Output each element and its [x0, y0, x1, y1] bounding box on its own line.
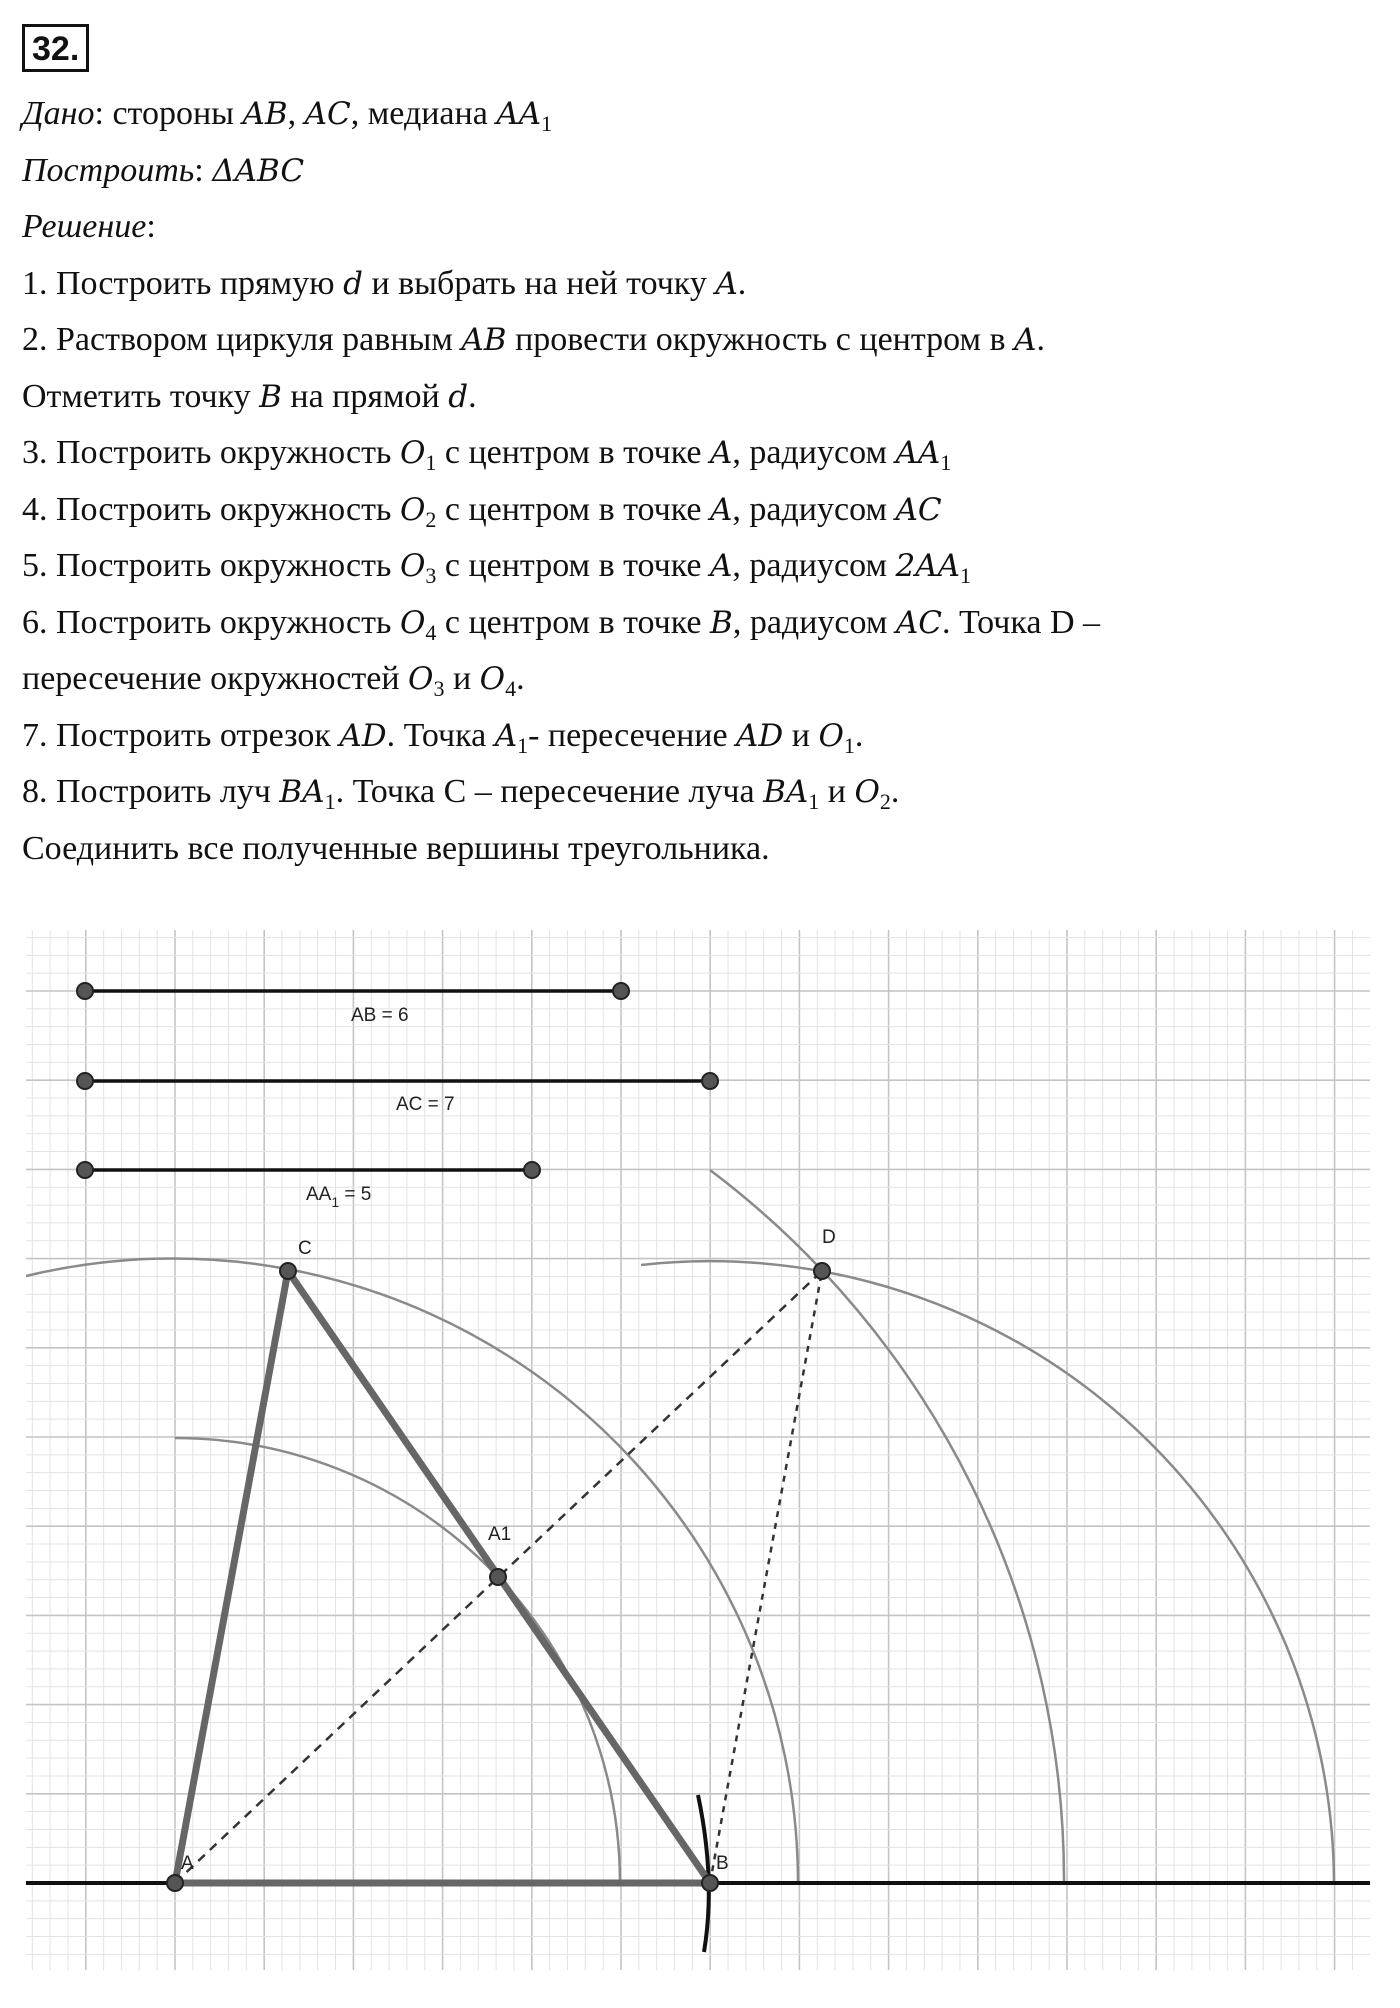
step-1-b: и выбрать на ней точку — [362, 264, 716, 302]
step-5-r-sub: 1 — [959, 563, 971, 588]
dashed-bd — [710, 1271, 822, 1883]
step-3-m2: A — [710, 435, 733, 471]
step-4-b: с центром в точке — [436, 490, 711, 528]
step-1-m2: A — [715, 265, 738, 302]
given-label: Дано — [22, 95, 95, 132]
point-d-label: D — [822, 1227, 836, 1248]
step-7-c: - пересечение — [528, 716, 737, 754]
step-8-o-sub: 2 — [879, 789, 891, 814]
step-7-a: 7. Построить отрезок — [22, 716, 340, 754]
final-step-text: Соединить все полученные вершины треугольника. — [22, 829, 770, 867]
given-text-2: , медиана — [350, 95, 497, 132]
step-6-b: с центром в точке — [436, 603, 711, 641]
segment-ac — [77, 1073, 718, 1115]
step-1-c: . — [737, 264, 747, 302]
solution-label: Решение — [22, 208, 147, 245]
step-8-m1-sub: 1 — [324, 789, 336, 814]
step-5-a: 5. Построить окружность — [22, 547, 400, 584]
step-7-o: O — [818, 717, 844, 754]
step-6b-a: пересечение окружностей — [22, 660, 409, 697]
step-2b-m1: B — [259, 378, 282, 415]
step-8-a: 8. Построить луч — [22, 773, 280, 810]
step-2-c: . — [1036, 321, 1045, 358]
step-1-m1: d — [343, 265, 363, 302]
step-7-m2: A — [494, 717, 518, 754]
segment-aa1-label: $AA_1 = 5$ — [306, 1184, 372, 1210]
point-c — [280, 1263, 296, 1279]
step-4-o-sub: 2 — [425, 506, 437, 532]
step-3-c: , радиусом — [732, 434, 896, 471]
step-7-m1: AD — [339, 717, 387, 754]
given-line: Дано: стороны AB, AC, медиана $AA_1$ — [22, 95, 553, 136]
step-3-b: с центром в точке — [436, 434, 711, 471]
given-ab: AB — [242, 96, 288, 132]
step-6b-b: и — [444, 660, 480, 697]
step-4-o: O — [399, 491, 426, 528]
step-2-b: провести окружность с центром в — [506, 321, 1015, 358]
step-8-b: . Точка С – пересечение луча — [335, 773, 764, 810]
step-1-a: 1. Построить прямую — [22, 264, 344, 302]
step-5-m2: A — [710, 548, 733, 584]
step-6-m2: B — [710, 604, 733, 641]
step-2b-b: на прямой — [281, 377, 449, 415]
point-b-label: B — [716, 1853, 729, 1874]
segment-aa1 — [77, 1162, 540, 1210]
point-b — [702, 1875, 718, 1891]
step-6b-c: . — [516, 660, 525, 697]
step-2b-a: Отметить точку — [22, 377, 260, 415]
given-aa: AA — [496, 96, 542, 132]
step-3-r-sub: 1 — [940, 450, 952, 475]
step-8-c: и — [819, 773, 855, 810]
step-5-o: O — [399, 548, 426, 584]
step-2b-m2: d — [448, 378, 469, 415]
step-8-m1: BA — [279, 774, 325, 810]
step-3-o-sub: 1 — [425, 450, 437, 475]
segment-ac-label: AC = 7 — [396, 1094, 455, 1115]
step-3-r: AA — [895, 435, 941, 471]
construct-label: Построить — [22, 151, 195, 189]
circle-o4 — [641, 1261, 1334, 1883]
step-7-o-sub: 1 — [843, 732, 855, 758]
step-6b-o2-sub: 4 — [505, 676, 517, 701]
construct-text: ΔABC — [212, 152, 305, 189]
step-3-a: 3. Построить окружность — [22, 434, 400, 471]
step-6-r: AC — [895, 604, 942, 641]
step-8-d: . — [890, 773, 900, 810]
step-8-m2-sub: 1 — [808, 789, 820, 814]
point-a1-label: A1 — [488, 1524, 512, 1545]
circle-o2 — [26, 1258, 798, 1883]
step-3-o: O — [399, 435, 426, 471]
step-7-d: и — [783, 716, 819, 754]
step-6b-o2: O — [479, 661, 506, 697]
step-6-o: O — [399, 604, 426, 641]
step-8-o: O — [854, 774, 880, 810]
problem-number: 32. — [22, 24, 89, 72]
step-7-m2-sub: 1 — [517, 732, 529, 758]
step-4-r: AC — [895, 491, 942, 528]
step-4-a: 4. Построить окружность — [22, 490, 400, 528]
step-7-e: . — [854, 716, 864, 754]
step-2-m1: AB — [461, 322, 507, 358]
point-a — [167, 1875, 183, 1891]
grid — [14, 920, 1370, 1970]
segment-ab-label: AB = 6 — [351, 1005, 409, 1026]
step-5-o-sub: 3 — [425, 563, 437, 588]
given-text-1: стороны — [112, 95, 243, 132]
given-comma: , — [287, 95, 305, 132]
step-8-m2: BA — [763, 774, 809, 810]
step-6b-o1: O — [408, 661, 434, 697]
given-aa-sub: 1 — [541, 111, 553, 136]
construct-line: Построить: ΔABC — [22, 151, 305, 189]
step-5-r: 2AA — [895, 548, 960, 584]
step-5-b: с центром в точке — [436, 547, 711, 584]
segment-ab — [77, 983, 629, 1026]
point-d — [814, 1263, 830, 1279]
point-a-label: A — [181, 1853, 194, 1874]
step-6-c: , радиусом — [732, 603, 896, 641]
step-4-c: , радиусом — [732, 490, 896, 528]
step-7-m3: AD — [736, 717, 784, 754]
point-c-label: C — [298, 1238, 312, 1259]
step-6-a: 6. Построить окружность — [22, 603, 400, 641]
step-2b-c: . — [468, 377, 477, 415]
given-ac: AC — [304, 96, 351, 132]
point-a1 — [490, 1569, 506, 1585]
step-2-m2: A — [1014, 322, 1037, 358]
step-6b-o1-sub: 3 — [433, 676, 445, 701]
step-2-a: 2. Раствором циркуля равным — [22, 321, 462, 358]
step-4-m2: A — [710, 491, 733, 528]
step-6-d: . Точка D – — [941, 603, 1101, 641]
step-7-b: . Точка — [386, 716, 495, 754]
step-5-c: , радиусом — [732, 547, 896, 584]
solution-line: Решение: — [22, 208, 156, 245]
step-6-o-sub: 4 — [425, 619, 437, 645]
